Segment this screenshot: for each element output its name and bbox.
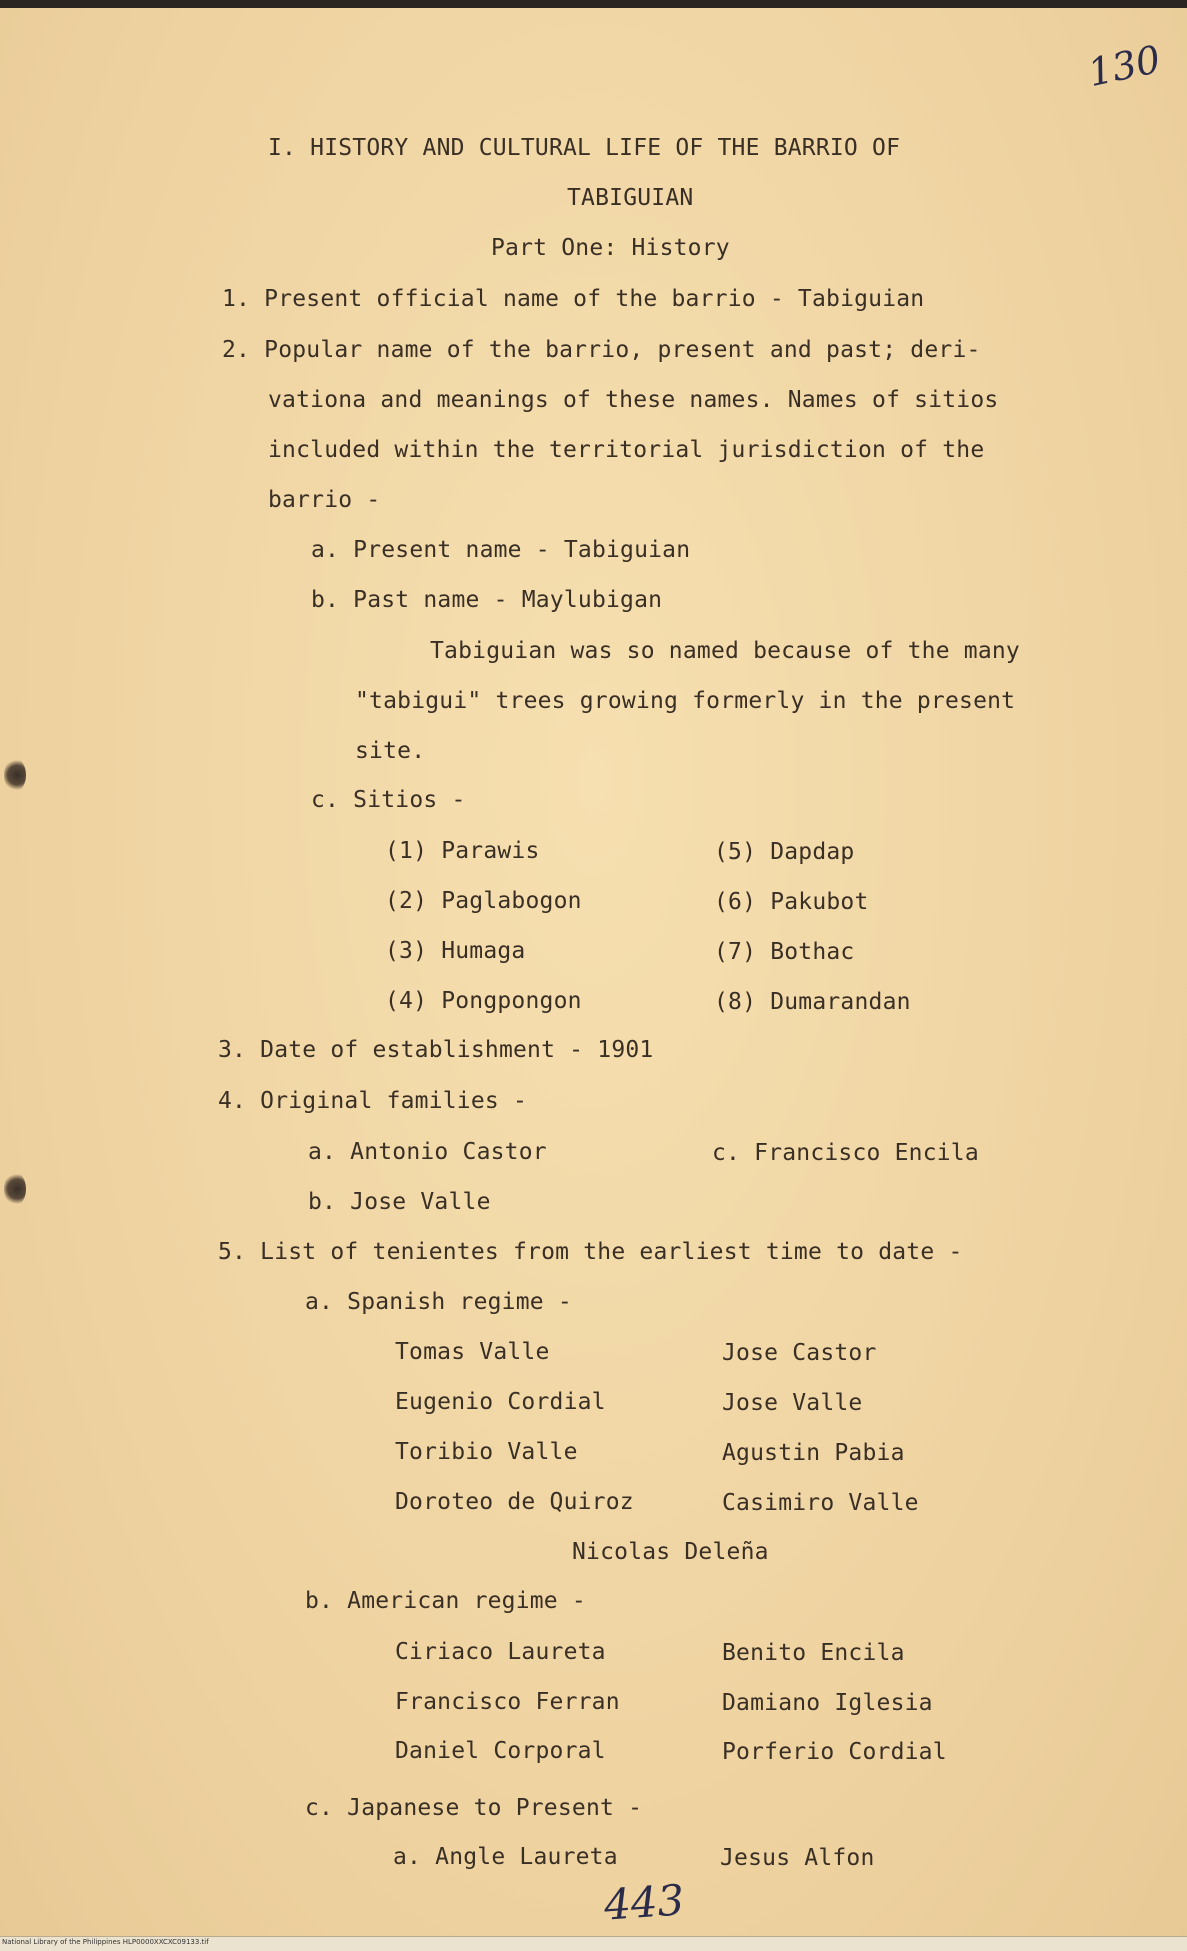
scan-top-edge — [0, 0, 1187, 8]
spanish-teniente-center: Nicolas Deleña — [572, 1539, 769, 1565]
american-teniente: Damiano Iglesia — [722, 1690, 933, 1716]
american-teniente: Benito Encila — [722, 1640, 905, 1666]
item-2-line-1: 2. Popular name of the barrio, present and past; deri- — [222, 337, 981, 363]
sitio-2: (2) Paglabogon — [385, 888, 582, 914]
sitio-5: (5) Dapdap — [714, 839, 855, 865]
page-number-handwritten: 130 — [1084, 36, 1165, 96]
sitio-6: (6) Pakubot — [714, 889, 869, 915]
american-teniente: Porferio Cordial — [722, 1739, 947, 1765]
spanish-teniente: Tomas Valle — [395, 1339, 550, 1365]
item-2-line-2: vationa and meanings of these names. Names of sitios — [268, 387, 999, 413]
part-heading: Part One: History — [491, 235, 730, 261]
item-2b: b. Past name - Maylubigan — [311, 587, 663, 613]
spanish-regime-heading: a. Spanish regime - — [305, 1289, 572, 1315]
spanish-teniente: Jose Castor — [722, 1340, 877, 1366]
item-1: 1. Present official name of the barrio - Tabiguian — [222, 286, 925, 312]
family-b: b. Jose Valle — [308, 1189, 491, 1215]
sitio-7: (7) Bothac — [714, 939, 855, 965]
japanese-to-present-heading: c. Japanese to Present - — [305, 1795, 643, 1821]
sitio-8: (8) Dumarandan — [714, 989, 911, 1015]
archive-number-handwritten: 443 — [602, 1875, 686, 1930]
item-2-line-3: included within the territorial jurisdiction of the — [268, 437, 985, 463]
sitio-1: (1) Parawis — [385, 838, 540, 864]
item-5: 5. List of tenientes from the earliest time to date - — [218, 1239, 963, 1265]
item-2-paragraph-3: site. — [355, 738, 426, 764]
spanish-teniente: Agustin Pabia — [722, 1440, 905, 1466]
american-teniente: Daniel Corporal — [395, 1738, 606, 1764]
family-c: c. Francisco Encila — [712, 1140, 979, 1166]
family-a: a. Antonio Castor — [308, 1139, 547, 1165]
american-teniente: Ciriaco Laureta — [395, 1639, 606, 1665]
spanish-teniente: Toribio Valle — [395, 1439, 578, 1465]
item-2c: c. Sitios - — [311, 787, 466, 813]
heading-line-1: I. HISTORY AND CULTURAL LIFE OF THE BARRIO OF — [268, 135, 901, 161]
binder-hole-top — [4, 758, 26, 792]
heading-line-2: TABIGUIAN — [567, 185, 694, 211]
spanish-teniente: Eugenio Cordial — [395, 1389, 606, 1415]
item-2-paragraph-1: Tabiguian was so named because of the many — [430, 638, 1020, 664]
spanish-teniente: Doroteo de Quiroz — [395, 1489, 634, 1515]
japanese-teniente: a. Angle Laureta — [393, 1844, 618, 1870]
sitio-4: (4) Pongpongon — [385, 988, 582, 1014]
item-4: 4. Original families - — [218, 1088, 528, 1114]
scan-footer-text: National Library of the Philippines HLP0000XXCXC09133.tif — [2, 1938, 209, 1946]
spanish-teniente: Jose Valle — [722, 1390, 863, 1416]
spanish-teniente: Casimiro Valle — [722, 1490, 919, 1516]
american-regime-heading: b. American regime - — [305, 1588, 586, 1614]
american-teniente: Francisco Ferran — [395, 1689, 620, 1715]
binder-hole-bottom — [4, 1172, 26, 1206]
item-2-paragraph-2: "tabigui" trees growing formerly in the present — [355, 688, 1016, 714]
sitio-3: (3) Humaga — [385, 938, 526, 964]
japanese-teniente: Jesus Alfon — [720, 1845, 875, 1871]
item-3: 3. Date of establishment - 1901 — [218, 1037, 654, 1063]
item-2a: a. Present name - Tabiguian — [311, 537, 691, 563]
item-2-line-4: barrio - — [268, 487, 381, 513]
